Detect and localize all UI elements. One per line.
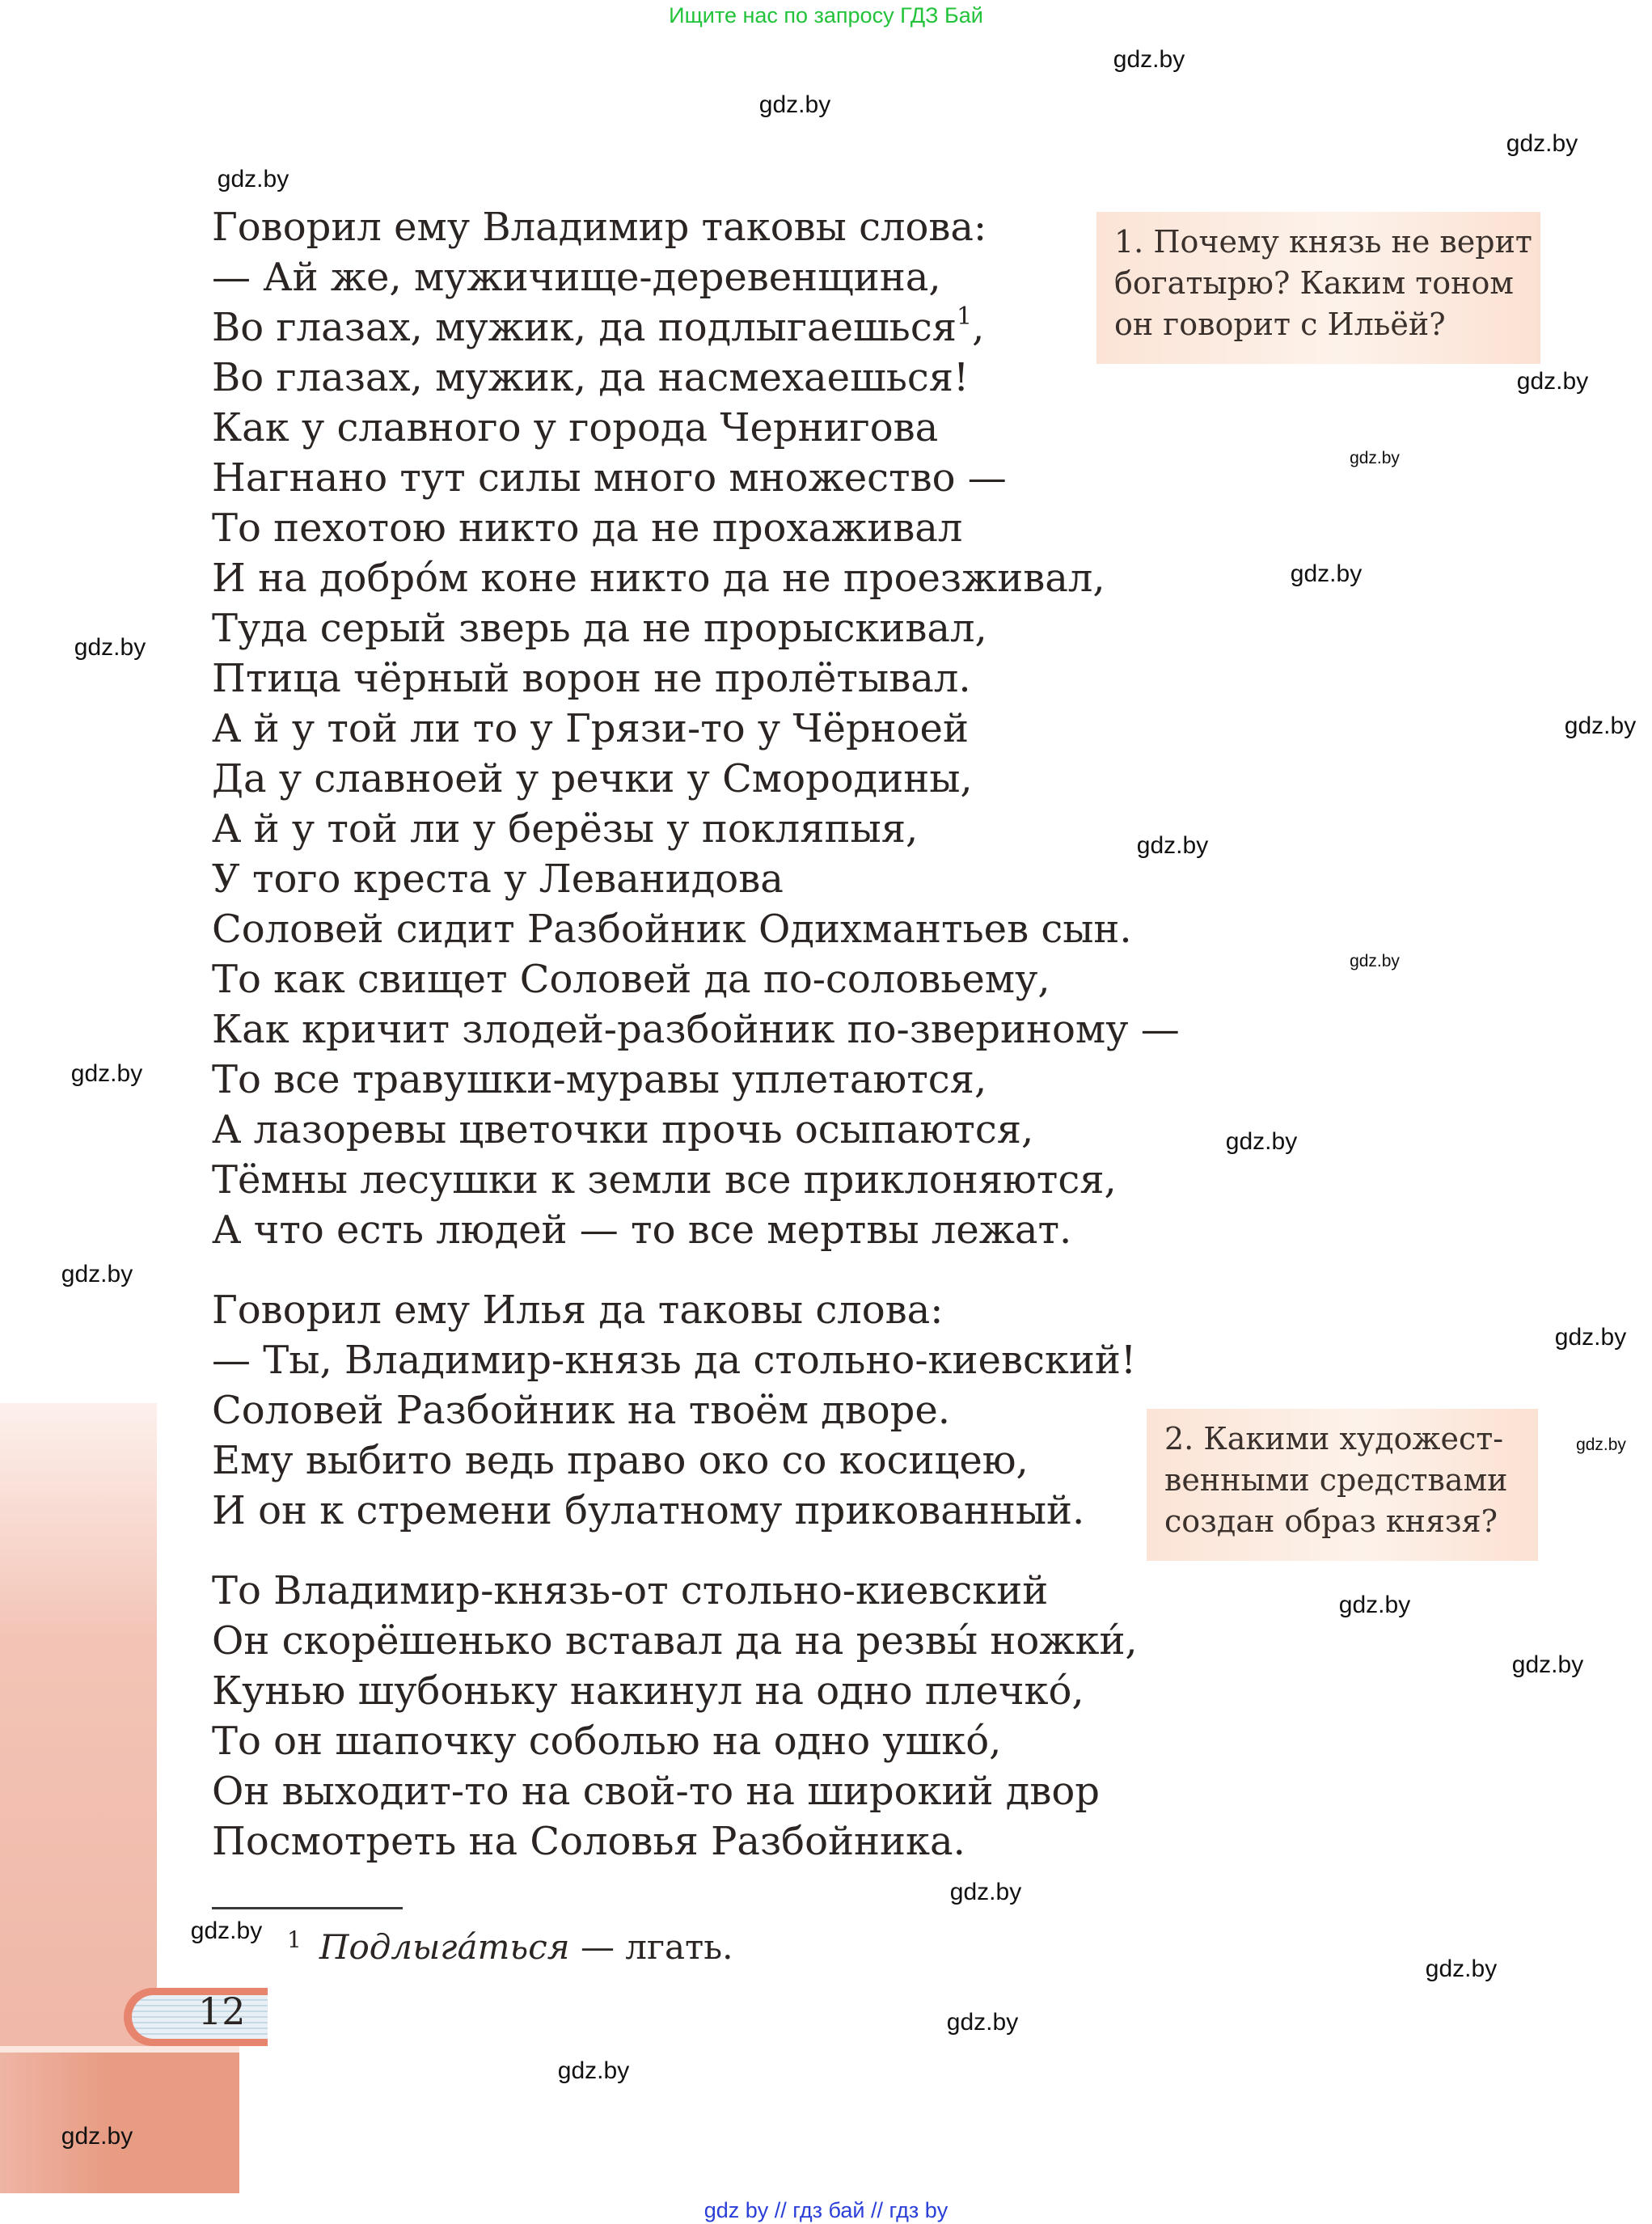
watermark: gdz.by — [1225, 1128, 1298, 1155]
watermark: gdz.by — [949, 1879, 1022, 1905]
footnote-reference: 1 — [956, 302, 973, 331]
poem-line — [212, 202, 1180, 252]
watermark: gdz.by — [1511, 1651, 1584, 1678]
poem-line-text: Говорил ему Владимир таковы слова: — [212, 205, 987, 250]
footnote-divider — [212, 1907, 403, 1909]
page-number-tab — [124, 1988, 268, 2046]
footnote — [287, 1926, 733, 1967]
poem-line-text: А что есть людей — то все мертвы лежат. — [212, 1207, 1072, 1253]
stanza — [212, 1285, 1180, 1536]
poem-line-text: Ему выбито ведь право око со косицею, — [212, 1438, 1029, 1483]
stanza — [212, 1566, 1180, 1867]
poem-line-text: То все травушки-муравы уплетаются, — [212, 1057, 987, 1102]
poem-line-text: Как у славного у города Чернигова — [212, 405, 939, 450]
poem-line — [212, 1666, 1180, 1716]
poem-line — [212, 754, 1180, 804]
poem-line-text: Соловей сидит Разбойник Одихмантьев сын. — [212, 907, 1132, 952]
poem-line-text: Туда серый зверь да не прорыскивал, — [212, 606, 987, 651]
poem-line — [212, 954, 1180, 1004]
footnote-term: Подлыга́ться — [319, 1927, 570, 1967]
poem-line-text: И он к стремени булатному прикованный. — [212, 1488, 1085, 1533]
poem-line-text: — Ты, Владимир-князь да стольно-киевский! — [212, 1338, 1137, 1383]
stanza — [212, 202, 1180, 1255]
decorative-side-block — [0, 2048, 239, 2193]
watermark: gdz.by — [1290, 560, 1363, 587]
watermark: gdz.by — [1136, 832, 1209, 859]
poem-line — [212, 1004, 1180, 1055]
poem-line — [212, 854, 1180, 904]
poem-line-text: То он шапочку соболью на одно ушко́, — [212, 1719, 1002, 1764]
footnote-mark: 1 — [287, 1926, 302, 1953]
question-box-1: 1. Почему князь не верит богатырю? Каким тоном он говорит с Ильёй? — [1096, 212, 1540, 364]
watermark: gdz.by — [1425, 1956, 1498, 1982]
watermark: gdz.by — [557, 2057, 630, 2084]
watermark: gdz.by — [1113, 46, 1185, 73]
poem-line-text: Кунью шубоньку накинул на одно плечко́, — [212, 1668, 1084, 1714]
poem-line — [212, 904, 1180, 954]
poem-line-text: Во глазах, мужик, да подлыгаешься — [212, 305, 957, 350]
poem-line-text: Тёмны лесушки к земли все приклоняются, — [212, 1157, 1117, 1203]
poem-line — [212, 804, 1180, 854]
poem-line — [212, 353, 1180, 403]
poem-line-text: А лазоревы цветочки прочь осыпаются, — [212, 1107, 1034, 1152]
poem-line-text: Птица чёрный ворон не пролётывал. — [212, 656, 971, 701]
poem-line — [212, 1435, 1180, 1486]
watermark: gdz.by — [1506, 130, 1578, 157]
poem-line — [212, 503, 1180, 553]
poem-line — [212, 553, 1180, 603]
poem-line — [212, 403, 1180, 453]
page-number: 12 — [198, 1989, 246, 2033]
poem-line — [212, 1205, 1180, 1255]
poem-line-text: Соловей Разбойник на твоём дворе. — [212, 1388, 951, 1433]
poem-line-text: То Владимир-князь-от стольно-киевский — [212, 1568, 1049, 1613]
poem-line — [212, 1766, 1180, 1816]
watermark: gdz.by — [190, 1917, 263, 1944]
poem-line — [212, 1616, 1180, 1666]
poem-line-text: Как кричит злодей-разбойник по-звериному — — [212, 1007, 1180, 1052]
watermark: gdz.by — [1554, 1324, 1627, 1351]
poem-line-text: А й у той ли то у Грязи-то у Чёрноей — [212, 706, 969, 751]
poem-line — [212, 1385, 1180, 1435]
decorative-divider — [0, 2046, 239, 2053]
poem-line — [212, 1566, 1180, 1616]
poem-line-text: Посмотреть на Соловья Разбойника. — [212, 1819, 965, 1864]
watermark: gdz.by — [1350, 449, 1400, 467]
poem-line-text: То как свищет Соловей да по-соловьему, — [212, 957, 1050, 1002]
poem-line — [212, 453, 1180, 503]
watermark: gdz.by — [758, 91, 831, 118]
site-links-banner[interactable]: gdz by // гдз бай // гдз by — [703, 2198, 949, 2222]
poem-line — [212, 1716, 1180, 1766]
question-box-2: 2. Какими художест- венными средствами создан образ князя? — [1147, 1409, 1538, 1561]
poem-line-text: И на добро́м коне никто да не проезживал, — [212, 556, 1105, 601]
poem-line — [212, 603, 1180, 653]
poem-line-text: Нагнано тут силы много множество — — [212, 455, 1007, 501]
watermark: gdz.by — [61, 2123, 133, 2150]
poem-line-text: Он выходит-то на свой-то на широкий двор — [212, 1769, 1100, 1814]
poem-line — [212, 1816, 1180, 1867]
poem-line — [212, 1155, 1180, 1205]
poem-line — [212, 1105, 1180, 1155]
poem-line — [212, 653, 1180, 704]
poem-line-text: Он скорёшенько вставал да на резвы́ ножки́, — [212, 1618, 1138, 1664]
poem-line — [212, 302, 1180, 353]
footnote-definition: — лгать. — [569, 1927, 733, 1967]
poem-line-text: — Ай же, мужичище-деревенщина, — [212, 255, 941, 300]
search-hint-banner[interactable]: Ищите нас по запросу ГДЗ Бай — [669, 3, 983, 27]
poem-line-text: Говорил ему Илья да таковы слова: — [212, 1287, 944, 1333]
poem-line-text: Да у славноей у речки у Смородины, — [212, 756, 973, 801]
watermark: gdz.by — [1564, 712, 1637, 739]
watermark: gdz.by — [946, 2009, 1019, 2036]
poem-line — [212, 1486, 1180, 1536]
poem-line — [212, 704, 1180, 754]
poem-line-text: А й у той ли у берёзы у покляпыя, — [212, 806, 919, 852]
poem-line-text: У того креста у Леванидова — [212, 856, 784, 902]
watermark: gdz.by — [61, 1261, 133, 1287]
poem-line-punctuation: , — [972, 305, 985, 350]
poem-line — [212, 1335, 1180, 1385]
poem-line — [212, 1285, 1180, 1335]
poem-line-text: Во глазах, мужик, да насмехаешься! — [212, 355, 970, 400]
poem-line-text: То пехотою никто да не прохаживал — [212, 505, 963, 551]
poem-text — [212, 202, 1180, 1867]
watermark: gdz.by — [217, 166, 289, 192]
watermark: gdz.by — [74, 634, 146, 661]
watermark: gdz.by — [1350, 952, 1400, 970]
watermark: gdz.by — [70, 1060, 143, 1087]
poem-line — [212, 1055, 1180, 1105]
watermark: gdz.by — [1338, 1592, 1411, 1618]
watermark: gdz.by — [1516, 368, 1589, 395]
poem-line — [212, 252, 1180, 302]
watermark: gdz.by — [1576, 1435, 1626, 1454]
